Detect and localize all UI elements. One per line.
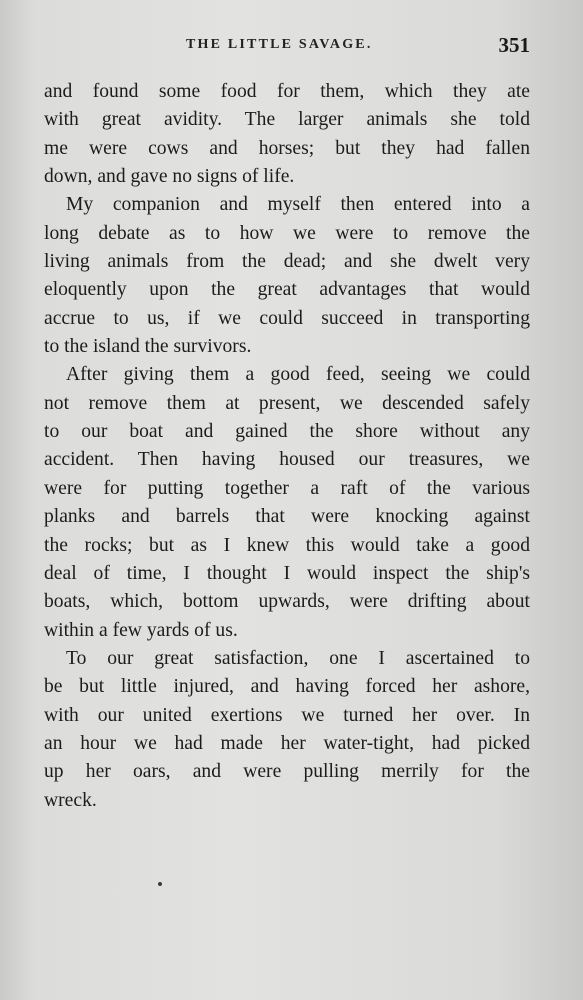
text-line: accrue to us, if we could succeed in transporting (44, 307, 530, 329)
paragraph (44, 361, 530, 644)
running-head (44, 33, 530, 61)
text-line: me were cows and horses; but they had fallen (44, 137, 530, 159)
text-line: the rocks; but as I knew this would take a good (44, 534, 530, 556)
text-line: After giving them a good feed, seeing we could (66, 364, 530, 386)
text-line: not remove them at present, we descended safely (44, 392, 530, 414)
text-line: accident. Then having housed our treasures, we (44, 449, 530, 471)
text-line: were for putting together a raft of the various (44, 477, 530, 499)
text-line: deal of time, I thought I would inspect the ship's (44, 562, 530, 584)
paragraph (44, 78, 530, 191)
paragraph (44, 645, 530, 815)
text-line: with great avidity. The larger animals she told (44, 109, 530, 131)
text-line: be but little injured, and having forced her ashore, (44, 676, 530, 698)
text-line: to the island the survivors. (44, 336, 252, 358)
text-line: within a few yards of us. (44, 619, 238, 641)
paragraph (44, 191, 530, 361)
text-line: wreck. (44, 789, 97, 811)
page-number: 351 (498, 33, 530, 57)
body-text (44, 78, 530, 815)
running-title: THE LITTLE SAVAGE. (186, 37, 373, 52)
text-line: up her oars, and were pulling merrily for the (44, 761, 530, 783)
text-line: eloquently upon the great advantages that would (44, 279, 530, 301)
text-line: living animals from the dead; and she dwelt very (44, 251, 530, 273)
text-line: to our boat and gained the shore without any (44, 421, 530, 443)
text-line: planks and barrels that were knocking against (44, 506, 530, 528)
ink-speck (158, 882, 162, 886)
text-line: My companion and myself then entered into a (66, 194, 530, 216)
text-line: an hour we had made her water-tight, had picked (44, 732, 530, 754)
text-line: To our great satisfaction, one I ascertained to (66, 647, 530, 669)
text-line: long debate as to how we were to remove the (44, 222, 530, 244)
text-line: boats, which, bottom upwards, were drifting about (44, 591, 530, 613)
text-line: with our united exertions we turned her over. In (44, 704, 530, 726)
text-line: down, and gave no signs of life. (44, 166, 295, 188)
text-line: and found some food for them, which they ate (44, 81, 530, 102)
